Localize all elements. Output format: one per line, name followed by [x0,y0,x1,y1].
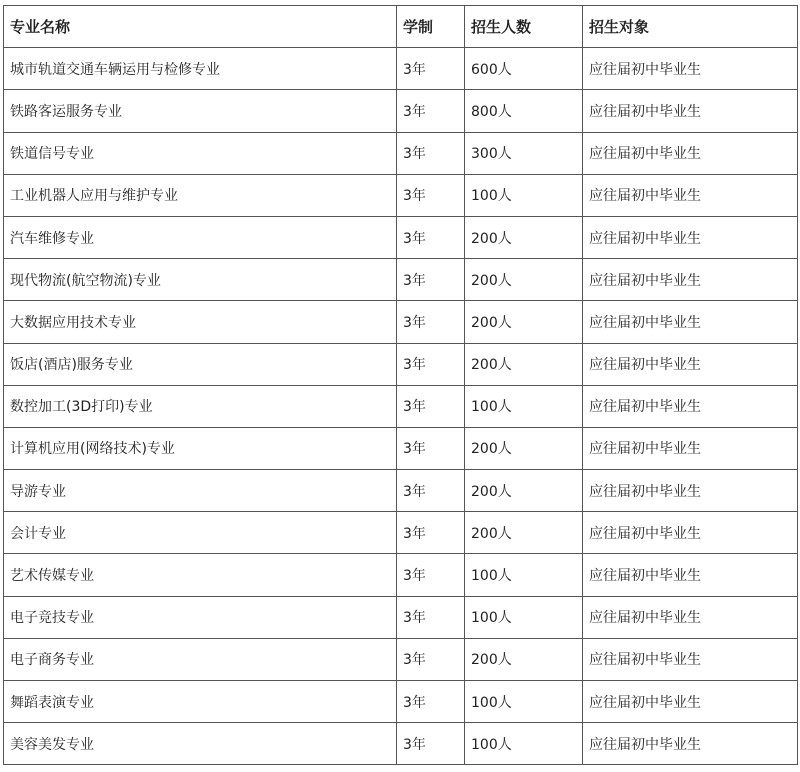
enrollment-count-cell: 200人 [465,301,583,343]
table-body [4,48,798,765]
enrollment-count-cell: 200人 [465,512,583,554]
major-name-cell: 电子竞技专业 [4,596,397,638]
enrollment-count-cell: 200人 [465,343,583,385]
duration-cell: 3年 [397,343,465,385]
table-row [4,216,798,258]
duration-cell: 3年 [397,216,465,258]
enrollment-count-cell: 200人 [465,259,583,301]
major-name-cell: 导游专业 [4,470,397,512]
target-students-cell: 应往届初中毕业生 [583,470,798,512]
enrollment-count-cell: 200人 [465,470,583,512]
duration-cell: 3年 [397,259,465,301]
duration-cell: 3年 [397,723,465,765]
major-name-cell: 美容美发专业 [4,723,397,765]
enrollment-count-cell: 100人 [465,596,583,638]
enrollment-count-cell: 600人 [465,48,583,90]
duration-cell: 3年 [397,174,465,216]
table-row [4,90,798,132]
table-header-row [4,6,798,48]
enrollment-count-cell: 100人 [465,385,583,427]
major-name-cell: 饭店(酒店)服务专业 [4,343,397,385]
major-name-cell: 电子商务专业 [4,638,397,680]
target-students-cell: 应往届初中毕业生 [583,385,798,427]
table-row [4,470,798,512]
enrollment-count-cell: 200人 [465,638,583,680]
header-duration: 学制 [397,6,465,48]
enrollment-count-cell: 800人 [465,90,583,132]
major-name-cell: 艺术传媒专业 [4,554,397,596]
enrollment-count-cell: 100人 [465,681,583,723]
header-enrollment-count: 招生人数 [465,6,583,48]
table-row [4,427,798,469]
enrollment-count-cell: 300人 [465,132,583,174]
enrollment-count-cell: 100人 [465,554,583,596]
table-row [4,48,798,90]
target-students-cell: 应往届初中毕业生 [583,90,798,132]
major-name-cell: 城市轨道交通车辆运用与检修专业 [4,48,397,90]
duration-cell: 3年 [397,132,465,174]
major-name-cell: 数控加工(3D打印)专业 [4,385,397,427]
enrollment-table-container [3,5,798,765]
enrollment-count-cell: 200人 [465,216,583,258]
target-students-cell: 应往届初中毕业生 [583,723,798,765]
header-target-students: 招生对象 [583,6,798,48]
table-row [4,132,798,174]
enrollment-count-cell: 100人 [465,174,583,216]
target-students-cell: 应往届初中毕业生 [583,512,798,554]
target-students-cell: 应往届初中毕业生 [583,259,798,301]
table-row [4,723,798,765]
target-students-cell: 应往届初中毕业生 [583,343,798,385]
target-students-cell: 应往届初中毕业生 [583,174,798,216]
duration-cell: 3年 [397,470,465,512]
major-name-cell: 计算机应用(网络技术)专业 [4,427,397,469]
duration-cell: 3年 [397,427,465,469]
major-name-cell: 会计专业 [4,512,397,554]
major-name-cell: 工业机器人应用与维护专业 [4,174,397,216]
table-row [4,343,798,385]
table-row [4,596,798,638]
enrollment-count-cell: 100人 [465,723,583,765]
duration-cell: 3年 [397,48,465,90]
target-students-cell: 应往届初中毕业生 [583,132,798,174]
major-name-cell: 铁道信号专业 [4,132,397,174]
header-major-name: 专业名称 [4,6,397,48]
table-row [4,259,798,301]
target-students-cell: 应往届初中毕业生 [583,301,798,343]
table-row [4,512,798,554]
target-students-cell: 应往届初中毕业生 [583,554,798,596]
major-name-cell: 铁路客运服务专业 [4,90,397,132]
target-students-cell: 应往届初中毕业生 [583,596,798,638]
duration-cell: 3年 [397,596,465,638]
target-students-cell: 应往届初中毕业生 [583,48,798,90]
major-name-cell: 现代物流(航空物流)专业 [4,259,397,301]
table-row [4,681,798,723]
table-row [4,638,798,680]
target-students-cell: 应往届初中毕业生 [583,427,798,469]
major-name-cell: 汽车维修专业 [4,216,397,258]
table-row [4,174,798,216]
duration-cell: 3年 [397,638,465,680]
major-name-cell: 大数据应用技术专业 [4,301,397,343]
duration-cell: 3年 [397,90,465,132]
table-row [4,385,798,427]
duration-cell: 3年 [397,512,465,554]
table-row [4,301,798,343]
duration-cell: 3年 [397,681,465,723]
duration-cell: 3年 [397,385,465,427]
target-students-cell: 应往届初中毕业生 [583,216,798,258]
enrollment-table [3,5,798,765]
target-students-cell: 应往届初中毕业生 [583,681,798,723]
target-students-cell: 应往届初中毕业生 [583,638,798,680]
duration-cell: 3年 [397,554,465,596]
duration-cell: 3年 [397,301,465,343]
major-name-cell: 舞蹈表演专业 [4,681,397,723]
enrollment-count-cell: 200人 [465,427,583,469]
table-row [4,554,798,596]
